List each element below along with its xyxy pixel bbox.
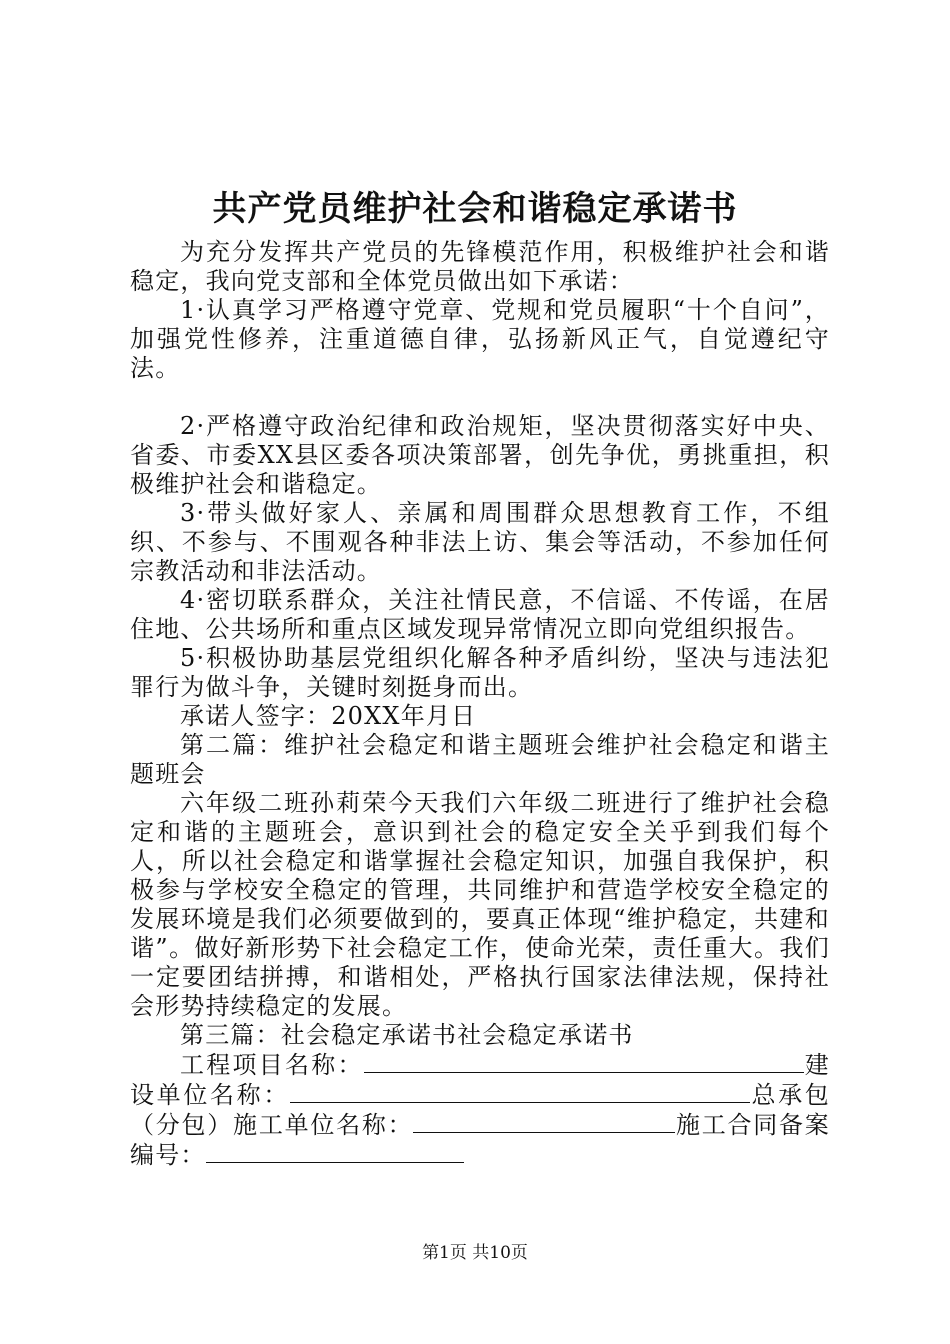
commitment-item-5: 5·积极协助基层党组织化解各种矛盾纠纷，坚决与违法犯罪行为做斗争，关键时刻挺身而出。 <box>130 644 830 701</box>
construction-unit-blank <box>290 1080 750 1103</box>
part2-heading: 第二篇：维护社会稳定和谐主题班会维护社会稳定和谐主题班会 <box>130 731 830 788</box>
general-contractor-blank <box>413 1110 675 1133</box>
project-form <box>130 1050 830 1170</box>
commitment-item-3: 3·带头做好家人、亲属和周围群众思想教育工作，不组织、不参与、不围观各种非法上访、集会等活动，不参加任何宗教活动和非法活动。 <box>130 499 830 585</box>
construction-unit-label: 建设单位名称： <box>130 1051 830 1109</box>
document-body <box>130 238 830 1170</box>
commitment-item-2: 2·严格遵守政治纪律和政治规矩，坚决贯彻落实好中央、省委、市委XX县区委各项决策部署，创先争优，勇挑重担，积极维护社会和谐稳定。 <box>130 412 830 498</box>
project-name-label: 工程项目名称： <box>180 1051 364 1079</box>
document-title: 共产党员维护社会和谐稳定承诺书 <box>212 189 738 229</box>
contract-record-label: 施工合同备案编号： <box>130 1111 831 1169</box>
project-name-blank <box>364 1050 804 1073</box>
general-contractor-label: 总承包（分包）施工单位名称： <box>130 1081 830 1139</box>
part3-heading: 第三篇：社会稳定承诺书社会稳定承诺书 <box>180 1021 634 1049</box>
signature-line: 承诺人签字：20XX年月日 <box>180 702 477 730</box>
commitment-item-4: 4·密切联系群众，关注社情民意，不信谣、不传谣，在居住地、公共场所和重点区域发现异常情况立即向党组织报告。 <box>130 586 830 643</box>
page-footer: 第1页 共10页 <box>422 1243 528 1263</box>
commitment-item-1: 1·认真学习严格遵守党章、党规和党员履职“十个自问”，加强党性修养，注重道德自律，弘扬新风正气，自觉遵纪守法。 <box>130 296 830 382</box>
part2-body: 六年级二班孙莉荣今天我们六年级二班进行了维护社会稳定和谐的主题班会，意识到社会的稳定安全关乎到我们每个人，所以社会稳定和谐掌握社会稳定知识，加强自我保护，积极参与学校安全稳定的管理，共同维护和营造学校安全稳定的发展环境是我们必须要做到的，要真正体现“维护稳定，共建和谐”。做好新形势下社会稳定工作，使命光荣，责任重大。我们一定要团结拼搏，和谐相处，严格执行国家法律法规，保持社会形势持续稳定的发展。 <box>130 789 830 1020</box>
intro-paragraph: 为充分发挥共产党员的先锋模范作用，积极维护社会和谐稳定，我向党支部和全体党员做出如下承诺： <box>130 238 830 295</box>
contract-record-blank <box>206 1140 464 1163</box>
